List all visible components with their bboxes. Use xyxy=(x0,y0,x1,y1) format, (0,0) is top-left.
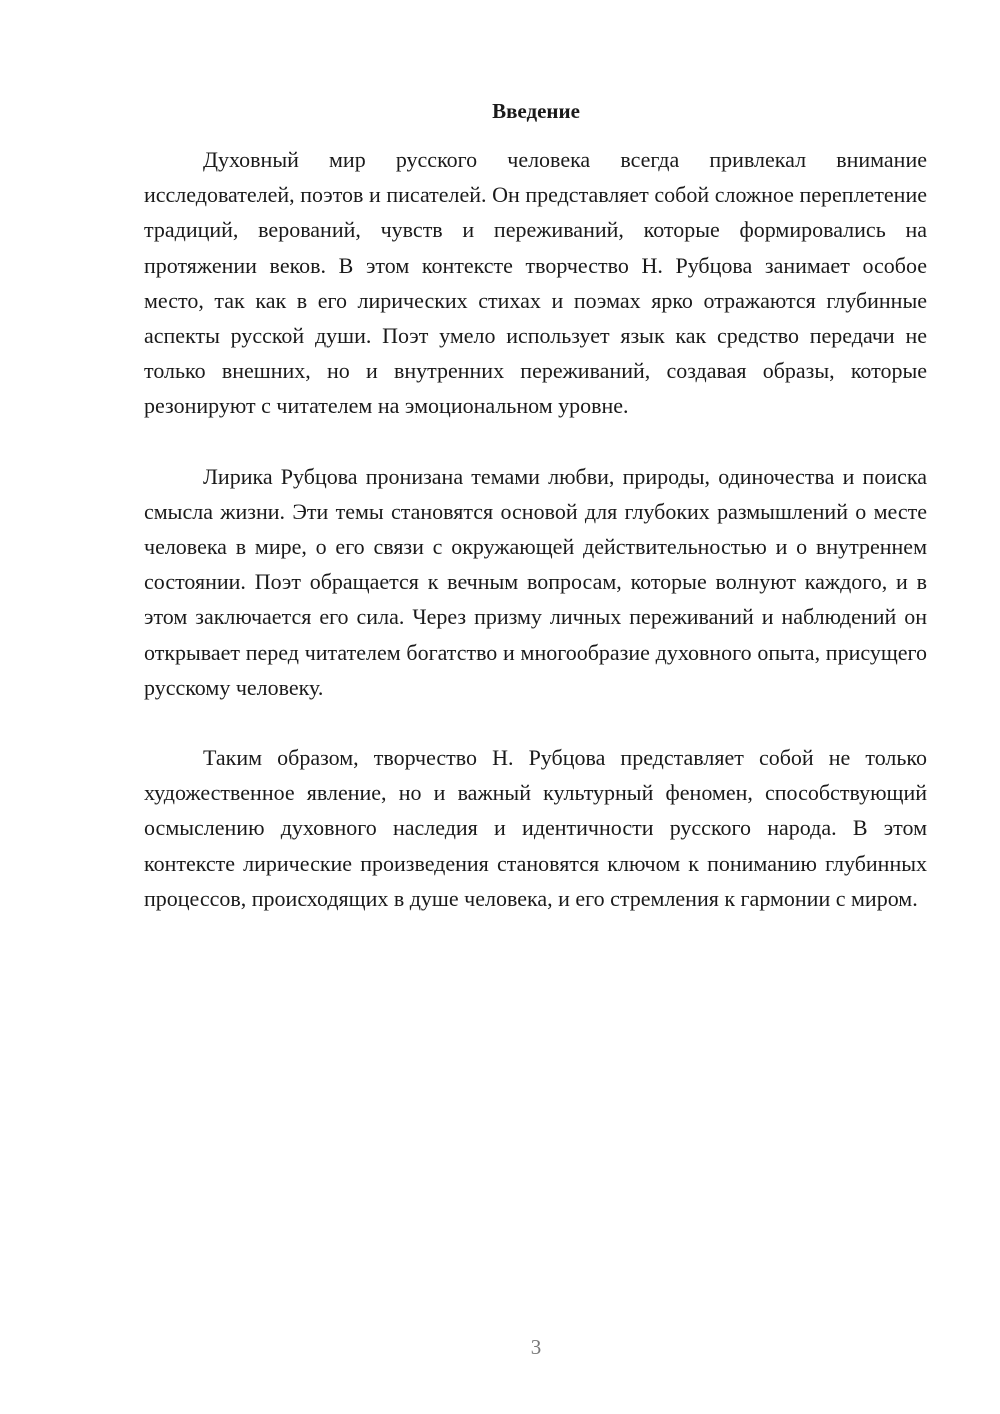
body-text xyxy=(144,142,927,951)
section-heading: Введение xyxy=(492,99,580,123)
paragraph-2: Лирика Рубцова пронизана темами любви, природы, одиночества и поиска смысла жизни. Эти темы становятся основой для глубоких размышлений о месте человека в мире, о его связи с окружающей действительностью и о внутреннем состоянии. Поэт обращается к вечным вопросам, которые волнуют каждого, и в этом заключается его сила. Через призму личных переживаний и наблюдений он открывает перед читателем богатство и многообразие духовного опыта, присущего русскому человеку. xyxy=(144,463,927,700)
page-number: 3 xyxy=(530,1335,542,1359)
paragraph-3: Таким образом, творчество Н. Рубцова представляет собой не только художественное явление, но и важный культурный феномен, способствующий осмыслению духовного наследия и идентичности русского народа. В этом контексте лирические произведения становятся ключом к пониманию глубинных процессов, происходящих в душе человека, и его стремления к гармонии с миром. xyxy=(144,745,927,911)
paragraph-1: Духовный мир русского человека всегда привлекал внимание исследователей, поэтов и писателей. Он представляет собой сложное переплетение традиций, верований, чувств и переживаний, которые формировались на протяжении веков. В этом контексте творчество Н. Рубцова занимает особое место, так как в его лирических стихах и поэмах ярко отражаются глубинные аспекты русской души. Поэт умело использует язык как средство передачи не только внешних, но и внутренних переживаний, создавая образы, которые резонируют с читателем на эмоциональном уровне. xyxy=(144,147,927,419)
